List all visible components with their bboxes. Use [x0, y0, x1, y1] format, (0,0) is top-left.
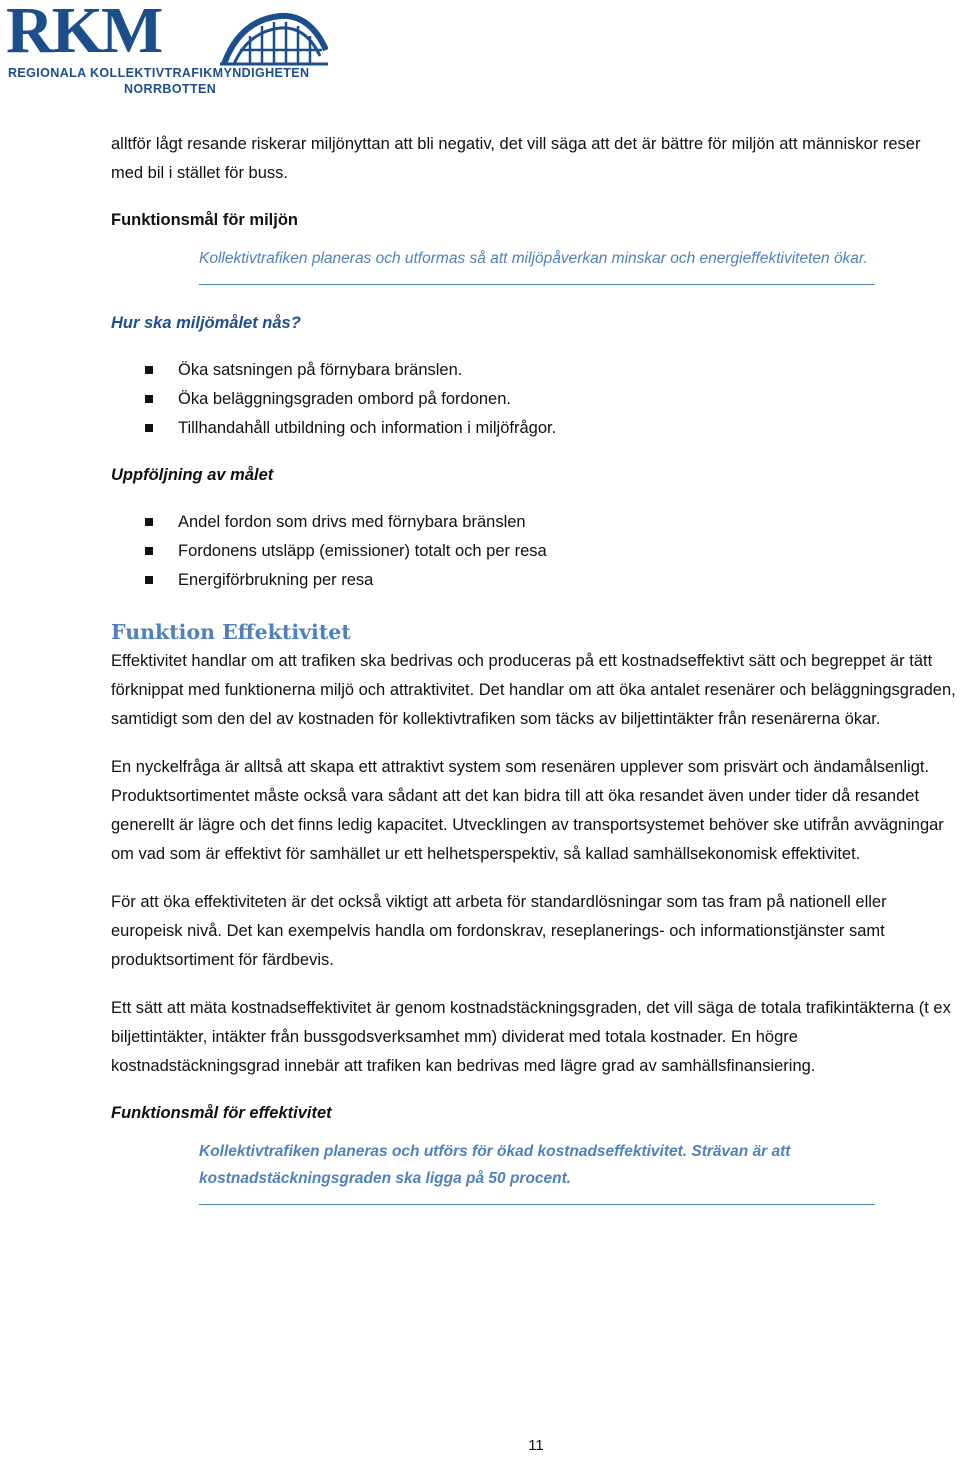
list-item-text: Öka beläggningsgraden ombord på fordonen. — [178, 390, 511, 408]
document-body — [111, 130, 957, 1205]
eff-goal-heading: Funktionsmål för effektivitet — [111, 1104, 332, 1122]
list-item — [111, 508, 957, 537]
page-number: 11 — [528, 1437, 544, 1454]
list-item-text: Tillhandahåll utbildning och information i miljöfrågor. — [178, 419, 557, 437]
intro-paragraph: alltför lågt resande riskerar miljönyttan att bli negativ, det vill säga att det är bättre för miljön att människor reser med bil i stället för buss. — [111, 135, 921, 182]
logo-letters: RKM — [6, 0, 162, 67]
followup-heading: Uppföljning av målet — [111, 466, 274, 484]
rkm-logo — [6, 0, 326, 96]
bullet-icon — [145, 547, 153, 555]
env-goal-text: Kollektivtrafiken planeras och utformas så att miljöpåverkan minskar och energieffektiviteten ökar. — [199, 245, 875, 285]
logo-org-name: REGIONALA KOLLEKTIVTRAFIKMYNDIGHETEN — [8, 66, 310, 80]
list-item — [111, 414, 957, 443]
section-heading: Funktion Effektivitet — [111, 620, 351, 644]
how-heading: Hur ska miljömålet nås? — [111, 314, 301, 332]
followup-list — [111, 508, 957, 595]
list-item — [111, 356, 957, 385]
list-item-text: Energiförbrukning per resa — [178, 571, 374, 589]
list-item-text: Andel fordon som drivs med förnybara bränslen — [178, 513, 526, 531]
bullet-icon — [145, 395, 153, 403]
body-paragraph: För att öka effektiviteten är det också viktigt att arbeta för standardlösningar som tas fram på nationell eller europeisk nivå. Det kan exempelvis handla om fordonskrav, reseplanerings- och informationstjänster samt produktsortiment för färdbevis. — [111, 893, 887, 969]
bullet-icon — [145, 424, 153, 432]
bullet-icon — [145, 366, 153, 374]
how-list — [111, 356, 957, 443]
logo-region: NORRBOTTEN — [124, 82, 217, 96]
body-paragraph: Effektivitet handlar om att trafiken ska bedrivas och produceras på ett kostnadseffektivt sätt och begreppet är tätt förknippat med funktionerna miljö och attraktivitet. Det handlar om att öka antalet resenärer och beläggningsgraden, samtidigt som den del av kostnaden för kollektivtrafiken som täcks av biljettintäkter från resenärerna ökar. — [111, 652, 956, 728]
env-goal-heading: Funktionsmål för miljön — [111, 211, 299, 229]
body-paragraph: Ett sätt att mäta kostnadseffektivitet är genom kostnadstäckningsgraden, det vill säga de totala trafikintäkterna (t ex biljettintäkter, intäkter från bussgodsverksamhet mm) dividerat med totala kostnader. En högre kostnadstäckningsgrad innebär att trafiken kan bedrivas med lägre grad av samhällsfinansiering. — [111, 999, 951, 1075]
bullet-icon — [145, 576, 153, 584]
list-item — [111, 566, 957, 595]
list-item-text: Öka satsningen på förnybara bränslen. — [178, 361, 463, 379]
list-item — [111, 385, 957, 414]
logo-bridge-icon — [220, 10, 328, 66]
list-item — [111, 537, 957, 566]
eff-goal-text: Kollektivtrafiken planeras och utförs för ökad kostnadseffektivitet. Strävan är att kostnadstäckningsgraden ska ligga på 50 procent. — [199, 1138, 875, 1205]
body-paragraph: En nyckelfråga är alltså att skapa ett attraktivt system som resenären upplever som prisvärt och ändamålsenligt. Produktsortimentet måste också vara sådant att det kan bidra till att öka resandet även under tider då resandet generellt är lägre och det finns ledig kapacitet. Utvecklingen av transportsystemet behöver ske utifrån avvägningar om vad som är effektivt för samhället ur ett helhetsperspektiv, så kallad samhällsekonomisk effektivitet. — [111, 758, 944, 863]
bullet-icon — [145, 518, 153, 526]
list-item-text: Fordonens utsläpp (emissioner) totalt och per resa — [178, 542, 547, 560]
